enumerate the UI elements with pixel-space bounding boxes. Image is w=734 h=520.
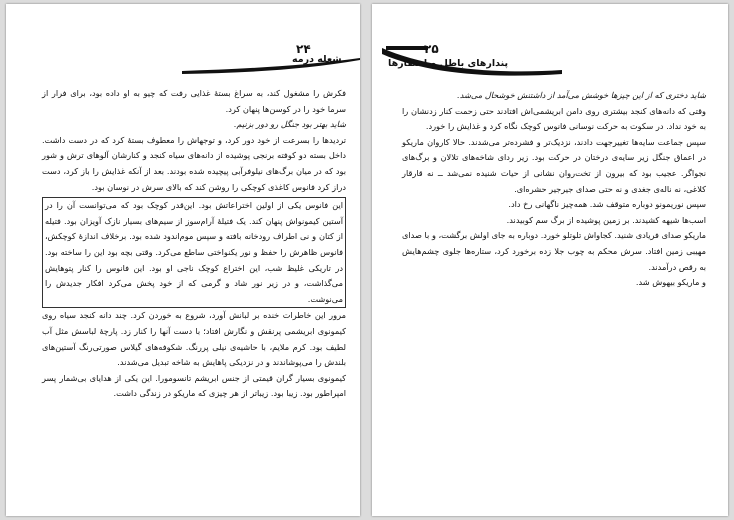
paragraph-italic-thought: شاید دختری که از این چیزها خوشش می‌آمد از داشتنش خوشحال می‌شد.	[457, 90, 706, 100]
running-header-title: شعله درمه	[292, 54, 342, 65]
page-number: ۲۵	[424, 42, 439, 56]
paragraph: وقتی که دانه‌های کنجد بیشتری روی دامن ابریشمی‌اش افتادند حتی زحمت کنار زدنشان را به خود نداد. در سکوت به حرکت نوسانی فانوس کوچک نگاه کرد و غذایش را خورد.	[402, 105, 706, 132]
paragraph: تردیدها را بسرعت از خود دور کرد، و توجهاش را معطوف بستهٔ کرد که در دست داشت. داخل بسته دو کوفته برنجی پوشیده از دانه‌های سیاه کنجد و کنارشان آلوهای ترش و شور بود که در میان برگ‌های نیلوفرآبی پیچیده شده بودند. بعد از آنکه غذایش را باز کرد، دست دراز کرد فانوس کاغذی کوچکی را روشن کند که بالای سرش در نوسان بود.	[42, 134, 346, 192]
paragraph: ماریکو صدای فریادی شنید. کجاواش تلوتلو خورد. دوباره به جای اولش برگشت، و با صدای مهیبی زمین افتاد. سرش محکم به چوب جلا زده برخورد کرد، ستاره‌ها جلوی چشم‌هایش به رقص درآمدند.	[402, 230, 706, 272]
page-header	[372, 44, 728, 78]
paragraph: فکرش را مشغول کند، به سراغ بستهٔ غذایی رفت که چیو به او داده بود، برای فرار از سرما خود را در کوسن‌ها پنهان کرد.	[42, 88, 346, 114]
left-book-page	[6, 4, 360, 516]
page-body	[42, 86, 346, 402]
paragraph-italic-thought: شاید بهتر بود جنگل رو دور بزنیم.	[233, 119, 346, 130]
right-book-page	[372, 4, 728, 516]
paragraph: اسب‌ها شیهه کشیدند. بر زمین پوشیده از برگ سم کوبیدند.	[506, 214, 706, 225]
highlight-bracket	[42, 197, 346, 308]
paragraph-text: این فانوس یکی از اولین اختراعاتش بود. این‌قدر کوچک بود که می‌توانست آن را در آستین کیمونواش پنهان کند. یک فتیلهٔ آرام‌سوز از سیم‌های بسیار نازک آویزان بود. فتیله از کتان و نی اطراف رودخانه بافته و سپس موم‌اندود شده بود. برخلاف اندازهٔ کوچکش، فانوس ظاهرش را حفظ و نور یکنواختی ساطع می‌کرد. وقتی بچه بود این را ساخته بود. در تاریکی غلیظ شب، این اختراع کوچک ناجی او بود. این فانوس را کنار پتوهایش می‌گذاشت، و در زیر نور شاد و گرمی که از خود پخش می‌کرد افکار جدیدش را می‌نوشت.	[45, 200, 343, 304]
page-number: ۲۴	[296, 42, 311, 56]
paragraph-bracketed	[42, 197, 346, 308]
page-body	[402, 88, 706, 291]
paragraph: کیمونوی بسیار گران قیمتی از جنس ابریشم تانسومورا. این یکی از هدایای بی‌شمار پسر امپراطور بود. زیبا بود. زیباتر از هر چیزی که ماریکو در زندگی داشت.	[42, 372, 346, 399]
paragraph: سپس جماعت سایه‌ها تغییرجهت دادند، نزدیک‌تر و فشرده‌تر می‌شدند. حالا کاروان ماریکو در اعماق جنگل زیر سایه‌ی درختان در حرکت بود. زیر ردای شاخه‌های تلالان و برگ‌های نجواگر. عجیب بود که بیرون از تخت‌روان نشانی از حیات شنیده نمی‌شد ــ نه قارقار کلاغی، نه ناله‌ی جغدی و نه حتی صدای جیرجیر حشره‌ای.	[402, 136, 706, 194]
paragraph: و ماریکو بیهوش شد.	[635, 277, 706, 288]
page-header	[6, 44, 360, 78]
paragraph: سپس نوریمونو دوباره متوقف شد. همه‌چیز ناگهانی رخ داد.	[508, 199, 706, 210]
running-header-title: پندارهای باطل و انتظارها	[388, 58, 509, 69]
paragraph: مرور این خاطرات خنده بر لبانش آورد، شروع به خوردن کرد. چند دانه کنجد سیاه روی کیمونوی ابریشمی پرنقش و نگارش افتاد؛ با دست آنها را کنار زد. پارچهٔ لباسش مثل آب لطیف بود. کرم ملایم، با حاشیه‌ی نیلی پررنگ. شکوفه‌های گیلاس صورتی‌رنگ آستین‌های بلندش را می‌پوشاندند و در نزدیکی پاهایش به شاخه تبدیل می‌شدند.	[42, 310, 346, 368]
